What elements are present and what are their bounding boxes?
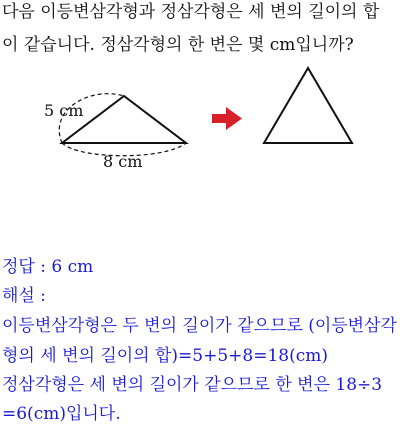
triangle-figure	[0, 0, 400, 180]
question-line-2: 이 같습니다. 정삼각형의 한 변은 몇 cm입니까?	[2, 35, 354, 55]
explanation-line-2: 형의 세 변의 길이의 합)=5+5+8=18(cm)	[2, 346, 329, 366]
base-length-label: 8 cm	[103, 152, 143, 171]
explanation-line-4: =6(cm)입니다.	[2, 404, 121, 424]
side-length-label: 5 cm	[44, 101, 84, 120]
explanation-line-1: 이등변삼각형은 두 변의 길이가 같으므로 (이등변삼각	[2, 316, 397, 336]
equilateral-triangle	[264, 68, 352, 143]
right-arrow-icon	[212, 107, 242, 130]
explanation-line-3: 정삼각형은 세 변의 길이가 같으므로 한 변은 18÷3	[2, 375, 383, 395]
answer-line: 정답 : 6 cm	[2, 257, 94, 277]
question-line-1: 다음 이등변삼각형과 정삼각형은 세 변의 길이의 합	[2, 2, 380, 22]
explanation-heading: 해설 :	[2, 286, 46, 306]
